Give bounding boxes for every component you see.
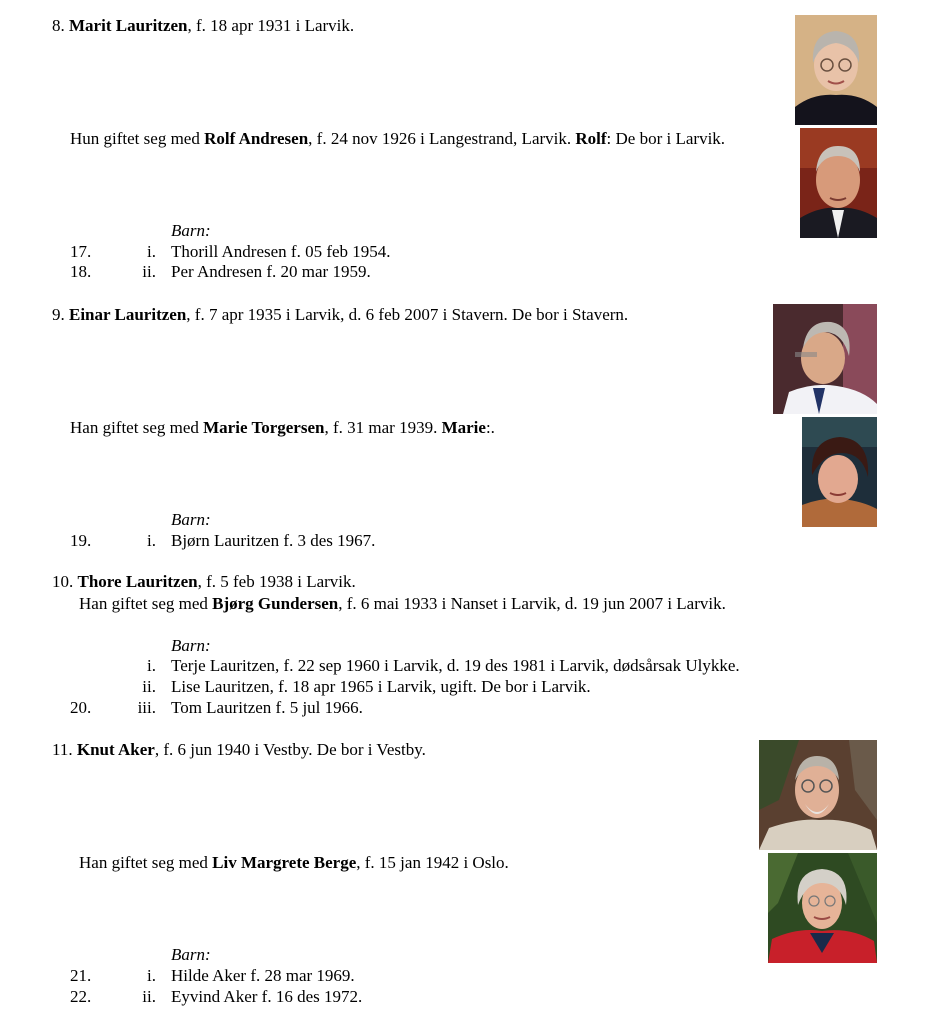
entry-number: 11. <box>52 740 73 759</box>
entry-11-marriage <box>79 853 509 873</box>
note-text: :. <box>485 418 495 437</box>
note-text: : De bor i Larvik. <box>606 129 726 148</box>
child-roman: i. <box>147 242 156 261</box>
person-name: Marit Lauritzen <box>69 16 188 35</box>
child-text: Terje Lauritzen, f. 22 sep 1960 i Larvik, d. 19 des 1981 i Larvik, dødsårsak Ulykke. <box>171 656 740 675</box>
spouse-name: Bjørg Gundersen <box>212 594 339 613</box>
child-roman: i. <box>147 966 156 985</box>
child-ref: 19. <box>70 531 92 550</box>
entry-10-heading <box>52 572 356 592</box>
child-text: Per Andresen f. 20 mar 1959. <box>171 262 371 281</box>
portrait-photo-marie <box>802 417 877 527</box>
spouse-name: Liv Margrete Berge <box>212 853 357 872</box>
child-roman: ii. <box>142 677 156 696</box>
spouse-name: Marie Torgersen <box>203 418 325 437</box>
entry-number: 9. <box>52 305 65 324</box>
person-details: , f. 7 apr 1935 i Larvik, d. 6 feb 2007 i Stavern. De bor i Stavern. <box>186 305 629 324</box>
entry-8-heading <box>52 16 354 36</box>
child-text: Hilde Aker f. 28 mar 1969. <box>171 966 355 985</box>
child-roman: iii. <box>137 698 156 717</box>
spouse-details: , f. 6 mai 1933 i Nanset i Larvik, d. 19 jun 2007 i Larvik. <box>338 594 726 613</box>
person-details: , f. 18 apr 1931 i Larvik. <box>187 16 355 35</box>
note-name: Rolf <box>575 129 607 148</box>
child-roman: i. <box>147 656 156 675</box>
child-ref: 17. <box>70 242 92 261</box>
child-ref: 18. <box>70 262 92 281</box>
children-heading: Barn: <box>171 945 211 964</box>
child-text: Eyvind Aker f. 16 des 1972. <box>171 987 363 1006</box>
portrait-photo-knut <box>759 740 877 850</box>
entry-9-heading <box>52 305 628 325</box>
marriage-prefix: Hun giftet seg med <box>70 129 205 148</box>
child-roman: ii. <box>142 262 156 281</box>
entry-10-marriage <box>79 594 726 614</box>
note-name: Marie <box>441 418 486 437</box>
child-text: Bjørn Lauritzen f. 3 des 1967. <box>171 531 376 550</box>
child-text: Thorill Andresen f. 05 feb 1954. <box>171 242 391 261</box>
children-heading: Barn: <box>171 636 211 655</box>
portrait-photo-marit <box>795 15 877 125</box>
entry-number: 8. <box>52 16 65 35</box>
marriage-prefix: Han giftet seg med <box>79 853 213 872</box>
child-ref: 22. <box>70 987 92 1006</box>
person-details: , f. 5 feb 1938 i Larvik. <box>197 572 356 591</box>
children-heading: Barn: <box>171 510 211 529</box>
child-roman: i. <box>147 531 156 550</box>
child-text: Tom Lauritzen f. 5 jul 1966. <box>171 698 363 717</box>
entry-11-heading <box>52 740 426 760</box>
portrait-photo-rolf <box>800 128 877 238</box>
marriage-prefix: Han giftet seg med <box>70 418 204 437</box>
child-text: Lise Lauritzen, f. 18 apr 1965 i Larvik, ugift. De bor i Larvik. <box>171 677 591 696</box>
child-roman: ii. <box>142 987 156 1006</box>
person-details: , f. 6 jun 1940 i Vestby. De bor i Vestby. <box>154 740 426 759</box>
portrait-photo-liv <box>768 853 877 963</box>
entry-9-marriage <box>70 418 495 438</box>
child-ref: 21. <box>70 966 92 985</box>
entry-number: 10. <box>52 572 74 591</box>
person-name: Einar Lauritzen <box>69 305 187 324</box>
children-heading: Barn: <box>171 221 211 240</box>
spouse-name: Rolf Andresen <box>204 129 309 148</box>
marriage-prefix: Han giftet seg med <box>79 594 213 613</box>
child-ref: 20. <box>70 698 92 717</box>
portrait-photo-einar <box>773 304 877 414</box>
person-name: Knut Aker <box>76 740 155 759</box>
entry-8-marriage <box>70 129 725 149</box>
person-name: Thore Lauritzen <box>77 572 198 591</box>
spouse-details: , f. 15 jan 1942 i Oslo. <box>356 853 509 872</box>
spouse-details: , f. 31 mar 1939. <box>324 418 442 437</box>
spouse-details: , f. 24 nov 1926 i Langestrand, Larvik. <box>308 129 576 148</box>
